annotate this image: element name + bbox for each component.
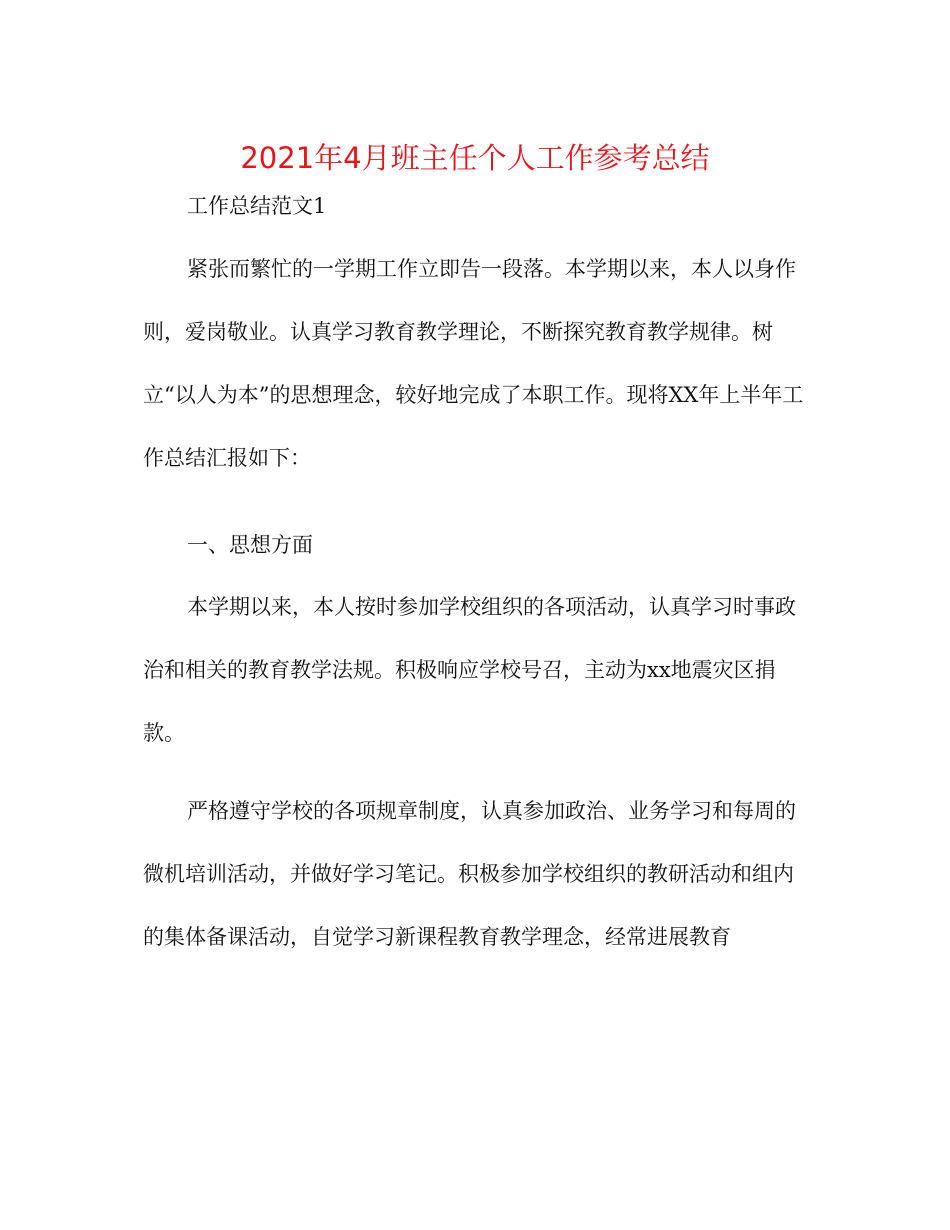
paragraph-rules: 严格遵守学校的各项规章制度，认真参加政治、业务学习和每周的微机培训活动，并做好学习笔记。积极参加学校组织的教研活动和组内的集体备课活动，自觉学习新课程教育教学理念，经常进展教育 [143, 799, 796, 949]
paragraph-intro: 紧张而繁忙的一学期工作立即告一段落。本学期以来，本人以身作则，爱岗敬业。认真学习教育教学理论，不断探究教育教学规律。树立“以人为本”的思想理念，较好地完成了本职工作。现将XX年上半年工作总结汇报如下： [143, 257, 804, 470]
document-title: 2021年4月班主任个人工作参考总结 [240, 141, 710, 175]
section-subtitle: 工作总结范文1 [187, 194, 327, 218]
section-heading-thought: 一、思想方面 [187, 533, 313, 557]
paragraph-thought: 本学期以来，本人按时参加学校组织的各项活动，认真学习时事政治和相关的教育教学法规。积极响应学校号召，主动为xx地震灾区捐款。 [143, 595, 796, 745]
